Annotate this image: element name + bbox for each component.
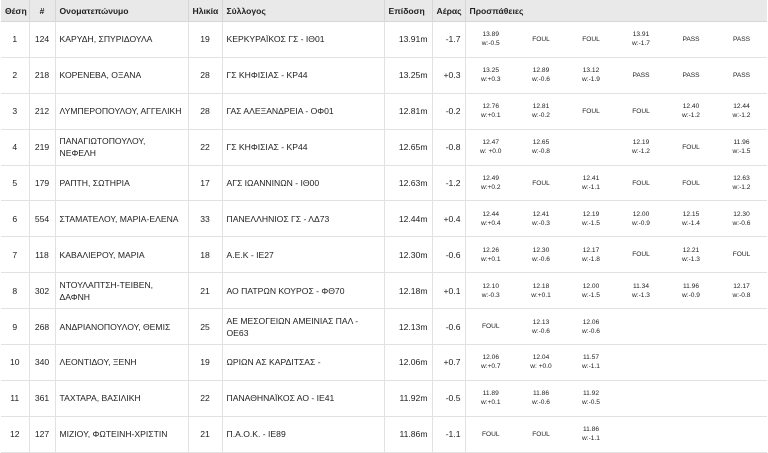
attempt-mark: PASS: [682, 71, 700, 79]
attempt-mark: FOUL: [532, 35, 550, 43]
athlete-name-cell: ΚΑΡΥΔΗ, ΣΠΥΡΙΔΟΥΛΑ: [55, 22, 188, 58]
results-table: [1, 0, 767, 453]
bib-cell: 219: [29, 129, 55, 165]
attempt-cell: [616, 416, 666, 452]
wind-cell: -0.2: [432, 93, 465, 129]
attempt-mark: 12.06: [482, 354, 499, 362]
attempt-cell: [516, 93, 566, 129]
attempt-mark: 13.12: [582, 67, 600, 75]
attempt-cell: [616, 309, 666, 345]
athlete-name-cell: ΝΤΟΥΛΑΠΤΣΗ-ΤΕΙΒΕΝ, ΔΑΦΝΗ: [55, 273, 188, 309]
header-age[interactable]: Ηλικία: [188, 0, 222, 22]
attempt-cell: [716, 309, 767, 345]
attempt-mark: 11.92: [582, 390, 599, 398]
attempt-wind: w:-0.8: [532, 148, 550, 156]
club-cell: ΑΕ ΜΕΣΟΓΕΙΩΝ ΑΜΕΙΝΙΑΣ ΠΑΛ - ΟΕ63: [222, 309, 384, 345]
attempt-mark: FOUL: [532, 179, 550, 187]
attempt-mark: 12.89: [532, 67, 550, 75]
attempt-mark: 11.57: [582, 354, 599, 362]
attempt-mark: 12.63: [733, 175, 750, 182]
wind-cell: -0.6: [432, 309, 465, 345]
attempt-cell: [616, 57, 666, 93]
club-cell: Π.Α.Ο.Κ. - ΙΕ89: [222, 416, 384, 452]
attempt-mark: 12.13: [532, 318, 550, 326]
table-row: [1, 416, 767, 452]
attempt-mark: 13.25: [482, 67, 499, 75]
attempt-wind: w:-0.9: [682, 291, 700, 299]
attempt-mark: 11.34: [632, 282, 649, 290]
attempt-mark: 12.00: [632, 210, 650, 218]
attempt-cell: [666, 273, 716, 309]
wind-cell: -1.2: [432, 165, 465, 201]
attempt-mark: 12.17: [582, 246, 600, 254]
age-cell: 18: [188, 237, 222, 273]
attempt-mark: 11.89: [482, 390, 499, 398]
attempt-mark: 12.21: [682, 246, 700, 254]
attempt-wind: w:-1.1: [582, 184, 600, 191]
mark-cell: 11.92m: [384, 380, 432, 416]
attempt-mark: 12.19: [582, 210, 600, 218]
bib-cell: 302: [29, 273, 55, 309]
attempt-cell: [465, 165, 516, 201]
mark-cell: 12.06m: [384, 345, 432, 381]
club-cell: ΓΑΣ ΑΛΕΞΑΝΔΡΕΙΑ - ΟΦ01: [222, 93, 384, 129]
attempt-cell: [516, 416, 566, 452]
attempt-wind: w:-0.2: [532, 112, 550, 120]
attempt-wind: w:-0.6: [532, 255, 550, 263]
attempt-wind: w:-0.6: [732, 219, 751, 227]
attempt-cell: [465, 129, 516, 165]
attempt-mark: 11.86: [532, 390, 549, 398]
attempt-mark: 12.40: [682, 103, 700, 111]
wind-cell: +0.7: [432, 345, 465, 381]
attempt-cell: [616, 129, 666, 165]
attempt-mark: FOUL: [582, 35, 600, 43]
age-cell: 19: [188, 22, 222, 58]
bib-cell: 554: [29, 201, 55, 237]
bib-cell: 212: [29, 93, 55, 129]
attempt-cell: [516, 380, 566, 416]
bib-cell: 118: [29, 237, 55, 273]
table-row: [1, 93, 767, 129]
attempt-wind: w:-1.8: [582, 255, 600, 263]
club-cell: ΚΕΡΚΥΡΑΪΚΟΣ ΓΣ - ΙΘ01: [222, 22, 384, 58]
age-cell: 17: [188, 165, 222, 201]
attempt-mark: FOUL: [481, 323, 500, 331]
attempt-cell: [566, 345, 616, 381]
attempt-cell: [666, 345, 716, 381]
header-bib[interactable]: #: [29, 0, 55, 22]
position-cell: 4: [1, 129, 29, 165]
club-cell: ΠΑΝΕΛΛΗΝΙΟΣ ΓΣ - ΛΔ73: [222, 201, 384, 237]
attempt-wind: w:-0.6: [532, 327, 550, 335]
athlete-name-cell: ΣΤΑΜΑΤΕΛΟΥ, ΜΑΡΙΑ-ΕΛΕΝΑ: [55, 201, 188, 237]
attempt-mark: 12.30: [532, 246, 550, 254]
attempt-wind: w: +0.0: [530, 363, 552, 371]
age-cell: 21: [188, 416, 222, 452]
attempt-cell: [516, 22, 566, 58]
attempt-mark: 12.30: [733, 210, 750, 218]
wind-cell: -1.1: [432, 416, 465, 452]
athlete-name-cell: ΜΙΖΙΟΥ, ΦΩΤΕΙΝΗ-ΧΡΙΣΤΙΝ: [55, 416, 188, 452]
attempt-mark: FOUL: [532, 430, 550, 438]
club-cell: Α.Ε.Κ - ΙΕ27: [222, 237, 384, 273]
attempt-wind: w:-0.9: [632, 219, 650, 227]
attempt-wind: w:-1.5: [582, 219, 600, 227]
attempt-cell: [516, 345, 566, 381]
attempt-cell: [666, 380, 716, 416]
attempt-wind: w:-1.5: [732, 148, 751, 156]
attempt-wind: w:-1.2: [732, 112, 751, 120]
attempt-mark: FOUL: [632, 107, 650, 115]
position-cell: 8: [1, 273, 29, 309]
attempt-wind: w:-1.1: [582, 435, 600, 443]
attempt-wind: w:+0.3: [480, 76, 501, 84]
attempt-cell: [716, 416, 767, 452]
position-cell: 6: [1, 201, 29, 237]
attempt-mark: 12.41: [532, 210, 550, 218]
attempt-cell: [465, 380, 516, 416]
attempt-wind: w:+0.1: [531, 291, 551, 299]
bib-cell: 218: [29, 57, 55, 93]
attempt-wind: w:-1.9: [582, 76, 600, 84]
attempt-mark: 13.91: [632, 31, 650, 39]
attempt-mark: 12.47: [482, 139, 499, 147]
attempt-wind: w:+0.1: [480, 255, 501, 263]
attempt-wind: w:-1.4: [682, 219, 700, 227]
athlete-name-cell: ΠΑΝΑΓΙΩΤΟΠΟΥΛΟΥ, ΝΕΦΕΛΗ: [55, 129, 188, 165]
mark-cell: 13.25m: [384, 57, 432, 93]
attempt-mark: 12.81: [532, 103, 550, 111]
attempt-mark: 12.10: [482, 282, 499, 290]
bib-cell: 361: [29, 380, 55, 416]
attempt-cell: [666, 165, 716, 201]
attempt-cell: [566, 201, 616, 237]
attempt-mark: 11.86: [582, 426, 599, 434]
attempt-cell: [716, 129, 767, 165]
attempt-cell: [666, 201, 716, 237]
club-cell: ΩΡΙΩΝ ΑΣ ΚΑΡΔΙΤΣΑΣ -: [222, 345, 384, 381]
attempt-mark: PASS: [732, 71, 751, 79]
table-row: [1, 380, 767, 416]
attempt-wind: w:-1.3: [632, 291, 650, 299]
bib-cell: 179: [29, 165, 55, 201]
attempt-mark: 12.26: [482, 246, 499, 254]
attempt-cell: [716, 273, 767, 309]
attempt-cell: [666, 416, 716, 452]
attempt-cell: [516, 237, 566, 273]
mark-cell: 12.13m: [384, 309, 432, 345]
athlete-name-cell: ΤΑΧΤΑΡΑ, ΒΑΣΙΛΙΚΗ: [55, 380, 188, 416]
attempt-cell: [516, 57, 566, 93]
attempt-cell: [465, 93, 516, 129]
attempt-wind: w:-0.6: [582, 327, 600, 335]
mark-cell: 12.63m: [384, 165, 432, 201]
attempt-mark: 12.15: [682, 210, 700, 218]
attempt-cell: [716, 201, 767, 237]
position-cell: 5: [1, 165, 29, 201]
attempt-cell: [666, 129, 716, 165]
attempt-cell: [616, 93, 666, 129]
attempt-wind: w:-1.3: [682, 255, 700, 263]
mark-cell: 12.30m: [384, 237, 432, 273]
table-row: [1, 237, 767, 273]
age-cell: 22: [188, 129, 222, 165]
attempt-mark: FOUL: [481, 430, 500, 438]
attempt-mark: 12.00: [582, 282, 600, 290]
attempt-mark: 12.44: [733, 103, 750, 111]
attempt-cell: [566, 129, 616, 165]
attempt-cell: [516, 201, 566, 237]
attempt-cell: [465, 345, 516, 381]
table-row: [1, 345, 767, 381]
bib-cell: 124: [29, 22, 55, 58]
wind-cell: +0.1: [432, 273, 465, 309]
table-row: [1, 22, 767, 58]
attempt-cell: [516, 129, 566, 165]
attempt-mark: 12.06: [582, 318, 600, 326]
attempt-wind: w:-1.5: [582, 291, 600, 299]
attempt-cell: [566, 165, 616, 201]
mark-cell: 12.44m: [384, 201, 432, 237]
attempt-cell: [465, 309, 516, 345]
attempt-mark: 12.49: [482, 175, 499, 182]
attempt-mark: FOUL: [732, 251, 751, 259]
wind-cell: -0.6: [432, 237, 465, 273]
age-cell: 28: [188, 57, 222, 93]
results-body: [1, 22, 767, 453]
attempt-cell: [516, 309, 566, 345]
bib-cell: 127: [29, 416, 55, 452]
mark-cell: 12.65m: [384, 129, 432, 165]
wind-cell: -0.5: [432, 380, 465, 416]
attempt-cell: [666, 22, 716, 58]
attempt-mark: 12.65: [532, 139, 550, 147]
table-row: [1, 129, 767, 165]
attempt-cell: [716, 93, 767, 129]
club-cell: ΑΓΣ ΙΩΑΝΝΙΝΩΝ - ΙΘ00: [222, 165, 384, 201]
attempt-cell: [666, 237, 716, 273]
attempt-mark: 12.76: [482, 103, 499, 111]
athlete-name-cell: ΚΟΡΕΝΕΒΑ, ΟΞΑΝΑ: [55, 57, 188, 93]
age-cell: 25: [188, 309, 222, 345]
attempt-cell: [566, 93, 616, 129]
athlete-name-cell: ΛΕΟΝΤΙΔΟΥ, ΞΕΝΗ: [55, 345, 188, 381]
age-cell: 33: [188, 201, 222, 237]
position-cell: 7: [1, 237, 29, 273]
attempt-cell: [716, 165, 767, 201]
attempt-cell: [465, 416, 516, 452]
attempt-cell: [516, 273, 566, 309]
attempt-wind: w:-1.7: [632, 40, 650, 48]
attempt-cell: [566, 416, 616, 452]
athlete-name-cell: ΛΥΜΠΕΡΟΠΟΥΛΟΥ, ΑΓΓΕΛΙΚΗ: [55, 93, 188, 129]
attempt-mark: 12.18: [532, 282, 550, 290]
attempt-mark: 12.17: [733, 282, 750, 290]
attempt-mark: 12.44: [482, 210, 499, 218]
mark-cell: 11.86m: [384, 416, 432, 452]
table-row: [1, 309, 767, 345]
header-row: [1, 0, 767, 22]
mark-cell: 13.91m: [384, 22, 432, 58]
position-cell: 11: [1, 380, 29, 416]
attempt-cell: [616, 237, 666, 273]
attempt-mark: FOUL: [632, 179, 650, 187]
attempt-wind: w:+0.1: [480, 399, 501, 407]
mark-cell: 12.18m: [384, 273, 432, 309]
table-row: [1, 57, 767, 93]
attempt-cell: [616, 380, 666, 416]
athlete-name-cell: ΚΑΒΑΛΙΕΡΟΥ, ΜΑΡΙΑ: [55, 237, 188, 273]
attempt-wind: w:-0.6: [532, 76, 550, 84]
attempt-cell: [666, 93, 716, 129]
attempt-cell: [716, 57, 767, 93]
attempt-wind: w:+0.4: [480, 219, 501, 227]
attempt-wind: w:-0.3: [481, 291, 500, 299]
attempt-cell: [616, 345, 666, 381]
position-cell: 10: [1, 345, 29, 381]
club-cell: ΑΟ ΠΑΤΡΩΝ ΚΟΥΡΟΣ - ΦΘ70: [222, 273, 384, 309]
club-cell: ΓΣ ΚΗΦΙΣΙΑΣ - ΚΡ44: [222, 57, 384, 93]
athlete-name-cell: ΑΝΔΡΙΑΝΟΠΟΥΛΟΥ, ΘΕΜΙΣ: [55, 309, 188, 345]
club-cell: ΓΣ ΚΗΦΙΣΙΑΣ - ΚΡ44: [222, 129, 384, 165]
wind-cell: +0.4: [432, 201, 465, 237]
attempt-cell: [666, 309, 716, 345]
attempt-wind: w:-0.5: [582, 399, 600, 407]
attempt-cell: [465, 22, 516, 58]
attempt-cell: [716, 237, 767, 273]
attempt-cell: [616, 22, 666, 58]
attempt-mark: PASS: [682, 35, 700, 43]
attempt-mark: 11.96: [682, 282, 699, 290]
attempt-cell: [666, 57, 716, 93]
bib-cell: 268: [29, 309, 55, 345]
header-position[interactable]: Θέση: [1, 0, 29, 22]
attempt-wind: w:-0.5: [481, 40, 500, 48]
wind-cell: -1.7: [432, 22, 465, 58]
age-cell: 22: [188, 380, 222, 416]
attempt-cell: [566, 22, 616, 58]
attempt-cell: [566, 273, 616, 309]
attempt-mark: 12.41: [582, 175, 600, 182]
wind-cell: +0.3: [432, 57, 465, 93]
athlete-name-cell: ΡΑΠΤΗ, ΣΩΤΗΡΙΑ: [55, 165, 188, 201]
header-wind[interactable]: Αέρας: [432, 0, 465, 22]
attempt-cell: [616, 273, 666, 309]
club-cell: ΠΑΝΑΘΗΝΑΪΚΟΣ ΑΟ - ΙΕ41: [222, 380, 384, 416]
position-cell: 2: [1, 57, 29, 93]
attempt-wind: w:+0.2: [480, 184, 501, 191]
attempt-mark: PASS: [732, 35, 751, 43]
attempt-cell: [616, 165, 666, 201]
attempt-mark: FOUL: [632, 251, 650, 259]
attempt-wind: w:-0.8: [732, 291, 751, 299]
header-mark[interactable]: Επίδοση: [384, 0, 432, 22]
attempt-cell: [566, 380, 616, 416]
age-cell: 21: [188, 273, 222, 309]
attempt-wind: w:-1.1: [582, 363, 600, 371]
attempt-wind: w:-0.6: [532, 399, 550, 407]
attempt-wind: w:-1.2: [632, 148, 650, 156]
attempt-wind: w:+0.1: [480, 112, 501, 120]
attempt-cell: [716, 345, 767, 381]
attempt-wind: w:+0.7: [480, 363, 501, 371]
attempt-mark: FOUL: [582, 107, 600, 115]
header-club[interactable]: Σύλλογος: [222, 0, 384, 22]
attempt-wind: w:-0.3: [532, 219, 550, 227]
attempt-mark: 13.89: [482, 31, 499, 39]
attempt-cell: [516, 165, 566, 201]
attempt-cell: [465, 273, 516, 309]
attempt-wind: w: +0.0: [480, 148, 502, 156]
attempt-wind: w:-1.2: [682, 112, 700, 120]
mark-cell: 12.81m: [384, 93, 432, 129]
wind-cell: -0.8: [432, 129, 465, 165]
age-cell: 19: [188, 345, 222, 381]
attempt-cell: [465, 201, 516, 237]
attempt-cell: [566, 237, 616, 273]
attempt-mark: 11.96: [733, 139, 750, 147]
table-row: [1, 273, 767, 309]
position-cell: 3: [1, 93, 29, 129]
attempt-mark: 12.04: [532, 354, 550, 362]
attempt-cell: [465, 237, 516, 273]
position-cell: 12: [1, 416, 29, 452]
attempt-cell: [716, 380, 767, 416]
attempt-mark: 12.19: [632, 139, 650, 147]
header-attempts[interactable]: Προσπάθειες: [465, 0, 767, 22]
attempt-cell: [716, 22, 767, 58]
table-row: [1, 165, 767, 201]
attempt-cell: [566, 57, 616, 93]
position-cell: 9: [1, 309, 29, 345]
attempt-mark: FOUL: [682, 179, 700, 187]
attempt-mark: FOUL: [682, 143, 700, 151]
position-cell: 1: [1, 22, 29, 58]
attempt-cell: [566, 309, 616, 345]
attempt-cell: [465, 57, 516, 93]
attempt-wind: w:-1.2: [732, 184, 751, 191]
attempt-cell: [616, 201, 666, 237]
table-row: [1, 201, 767, 237]
attempt-mark: PASS: [632, 71, 650, 79]
age-cell: 28: [188, 93, 222, 129]
header-name[interactable]: Ονοματεπώνυμο: [55, 0, 188, 22]
bib-cell: 340: [29, 345, 55, 381]
